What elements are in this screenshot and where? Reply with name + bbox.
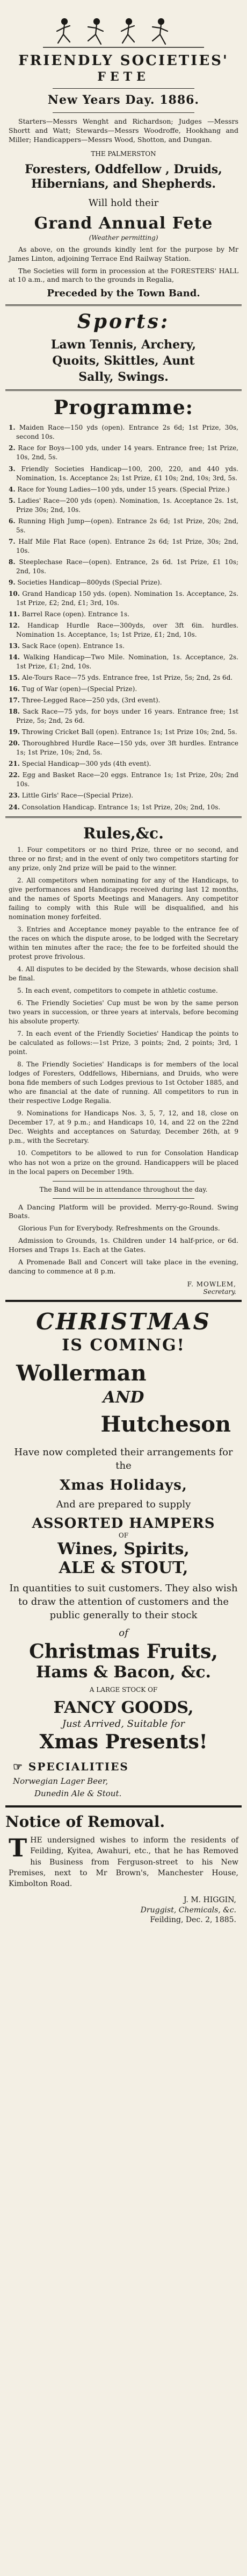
event-text: Ladies' Race—200 yds (open). Nomination, 1s. Acceptance 2s. 1st, Prize 30s; 2nd, 10s. <box>16 496 238 514</box>
specialities-heading <box>13 1759 242 1775</box>
specialities-label: SPECIALITIES <box>28 1760 129 1773</box>
programme-event <box>9 589 238 608</box>
event-text: Half Mile Flat Race (open). Entrance 2s 6d; 1st Prize, 30s; 2nd, 10s. <box>16 537 238 554</box>
divider <box>53 88 194 89</box>
large-stock: A LARGE STOCK OF <box>89 1685 158 1693</box>
will-hold: Will hold their <box>88 197 159 209</box>
of-label-2: of <box>119 1627 128 1639</box>
clubs-line-1: Foresters, Oddfellow , Druids, <box>25 162 222 176</box>
is-coming: IS COMING! <box>62 1335 185 1355</box>
programme-event <box>9 610 238 619</box>
admission-note: Admission to Grounds, 1s. Children under 14 half-price, or 6d. Horses and Traps 1s. Each at the Gates. <box>9 1236 238 1254</box>
rule-item: 7. In each event of the Friendly Societies' Handicap the points to be calculated as follows:—1st Prize, 3 points; 2nd, 2 points; 3rd, 1 point. <box>9 1030 238 1056</box>
procession-note: The Societies will form in procession at the FORESTERS' HALL at 10 a.m., and march to the grounds in Regalia, <box>9 266 238 284</box>
firm-and: AND <box>103 1387 144 1407</box>
notice-name: J. M. HIGGIN, <box>183 1895 236 1904</box>
event-text: Race for Young Ladies—100 yds, under 15 years. (Special Prize.) <box>17 485 230 493</box>
rules-heading: Rules,&c. <box>83 824 164 842</box>
fancy-goods: FANCY GOODS, <box>53 1698 194 1717</box>
weather-note: (Weather permitting) <box>89 233 158 241</box>
just-arrived: Just Arrived, Suitable for <box>62 1718 185 1730</box>
event-text: Tug of War (open)—(Special Prize). <box>21 685 137 693</box>
programme-event <box>9 771 238 789</box>
notice-text: HE undersigned wishes to inform the residents of Feilding, Kyitea, Awahuri, etc., that he has Removed his Business from Ferguson-street to his New Premises, next to Mr Brown's, Manchester House, Kimbolton Road. <box>9 1836 238 1889</box>
event-number: 19. <box>9 728 20 736</box>
programme-event <box>9 673 238 682</box>
programme-event <box>9 696 238 705</box>
event-text: Consolation Handicap. Entrance 1s; 1st Prize, 20s; 2nd, 10s. <box>21 803 221 811</box>
event-text: Egg and Basket Race—20 eggs. Entrance 1s; 1st Prize, 20s; 2nd 10s. <box>16 771 238 788</box>
event-text: Thoroughbred Hurdle Race—150 yds, over 3ft hurdles. Entrance 1s; 1st Prize, 10s; 2nd, 5s. <box>16 739 238 757</box>
pointing-hand-icon: ☞ <box>13 1760 24 1773</box>
programme-event <box>9 485 238 494</box>
specialities <box>5 1759 242 1801</box>
event-text: Steeplechase Race—(open). Entrance, 2s 6d. 1st Prize, £1 10s; 2nd, 10s. <box>16 558 238 575</box>
ale-stout: ALE & STOUT, <box>59 1558 188 1577</box>
divider <box>5 304 242 306</box>
speciality-1: Norwegian Lager Beer, <box>13 1776 108 1786</box>
event-number: 7. <box>9 537 16 545</box>
divider <box>5 1805 242 1808</box>
rule-item: 3. Entries and Acceptance money payable to the entrance fee of the races on which the dispute arose, to be lodged with the Secretary within ten minutes after the race; the fee to be forfeited should the protest prove frivolous. <box>9 925 238 960</box>
secretary-name: F. MOWLEM, <box>187 1280 236 1288</box>
speciality-2: Dunedin Ale & Stout. <box>34 1788 122 1798</box>
assorted-hampers: ASSORTED HAMPERS <box>32 1515 215 1532</box>
rule-item: 5. In each event, competitors to compete in athletic costume. <box>17 986 218 994</box>
programme-event <box>9 739 238 757</box>
rule-item: 4. All disputes to be decided by the Stewards, whose decision shall be final. <box>9 965 238 982</box>
dancing-note: A Dancing Platform will be provided. Merry-go-Round. Swing Boats. <box>9 1202 238 1220</box>
rule-item: 2. All competitors when nominating for any of the Handicaps, to give performances and Handicapps received during last 12 months, and the names of Sports Meetings and Managers. Any competitor failing to comply with this Rule will be disqualified, and his nomination money forfeited. <box>9 876 238 921</box>
programme-event <box>9 621 238 639</box>
programme-heading: Programme: <box>54 396 193 419</box>
event-number: 15. <box>9 674 20 682</box>
event-text: Walking Handicap—Two Mile. Nomination, 1s. Acceptance, 2s. 1st Prize, £1; 2nd, 10s. <box>16 653 238 671</box>
glorious-note: Glorious Fun for Everybody. Refreshments on the Grounds. <box>18 1224 220 1233</box>
event-text: Handicap Hurdle Race—300yds, over 3ft 6in. hurdles. Nomination 1s. Acceptance, 1s; 1st Prize, £1; 2nd, 10s. <box>16 621 238 638</box>
event-text: Running High Jump—(open). Entrance 2s 6d; 1st Prize, 20s; 2nd, 5s. <box>16 517 238 534</box>
ball-note: A Promenade Ball and Concert will take place in the evening, dancing to commence at 8 p.m. <box>9 1257 238 1275</box>
fete-date: New Years Day. 1886. <box>47 93 200 107</box>
sports-line-1: Lawn Tennis, Archery, <box>50 338 197 352</box>
programme-event <box>9 465 238 483</box>
programme-events <box>9 423 238 812</box>
quantities-note: In quantities to suit customers. They also wish to draw the attention of customers and the public generally to their stock <box>9 1582 238 1621</box>
firm-name-2: Hutcheson <box>100 1412 231 1438</box>
event-number: 5. <box>9 496 16 504</box>
hams-bacon: Hams & Bacon, &c. <box>36 1662 211 1682</box>
event-number: 4. <box>9 485 16 493</box>
event-text: Societies Handicap—800yds (Special Prize). <box>17 578 162 586</box>
rule-item: 6. The Friendly Societies' Cup must be won by the same person two years in succession, or three years at intervals, before becoming his absolute property. <box>9 999 238 1026</box>
event-number: 3. <box>9 465 16 473</box>
runners-engraving <box>5 12 242 49</box>
event-number: 2. <box>9 444 16 452</box>
event-text: Sack Race—75 yds, for boys under 16 years. Entrance free; 1st Prize, 5s; 2nd, 2s 6d. <box>16 708 238 725</box>
event-number: 13. <box>9 642 20 650</box>
event-number: 20. <box>9 739 20 748</box>
xmas-presents: Xmas Presents! <box>39 1730 208 1753</box>
event-number: 1. <box>9 424 16 432</box>
sports-line-3: Sally, Swings. <box>78 369 169 384</box>
event-number: 18. <box>9 708 20 716</box>
christmas-fruits: Christmas Fruits, <box>29 1640 218 1663</box>
event-text: Three-Legged Race—250 yds, (3rd event). <box>21 696 161 705</box>
event-text: Sack Race (open). Entrance 1s. <box>21 642 125 650</box>
rule-item: 10. Competitors to be allowed to run for Consolation Handicap who has not won a prize on the ground. Handicappers will be placed in the local papers on December 19th. <box>9 1149 238 1176</box>
event-number: 17. <box>9 696 20 705</box>
programme-event <box>9 685 238 694</box>
have-now: Have now completed their arrangements for the <box>14 1447 233 1472</box>
notice-signoff <box>11 1895 236 1926</box>
event-text: Maiden Race—150 yds (open). Entrance 2s 6d; 1st Prize, 30s, second 10s. <box>16 424 238 441</box>
secretary-title: Secretary. <box>203 1287 236 1296</box>
divider <box>53 1181 194 1182</box>
event-number: 21. <box>9 760 20 768</box>
programme-event <box>9 537 238 556</box>
programme-event <box>9 653 238 671</box>
divider <box>5 1300 242 1302</box>
divider <box>5 816 242 818</box>
prepared: And are prepared to supply <box>56 1498 191 1510</box>
sports-line-2: Quoits, Skittles, Aunt <box>52 354 195 368</box>
notice-body <box>9 1835 238 1889</box>
grand-annual-fete: Grand Annual Fete <box>34 214 213 233</box>
clubs-line-2: Hibernians, and Shepherds. <box>31 177 216 191</box>
drop-cap: T <box>9 1833 27 1863</box>
fete-subtitle: FETE <box>97 70 150 84</box>
rule-item: 9. Nominations for Handicaps Nos. 3, 5, 7, 12, and 18, close on December 17, at 9 p.m.; and Handicaps 10, 14, and 22 on the 22nd Dec. Weights and acceptances on Saturday, December 26th, at 9 p.m., with the Secretary. <box>9 1109 238 1145</box>
notice-trade: Druggist, Chemicals, &c. <box>140 1905 236 1915</box>
programme-event <box>9 444 238 462</box>
event-text: Race for Boys—100 yds, under 14 years. Entrance free; 1st Prize, 10s, 2nd, 5s. <box>16 444 238 461</box>
event-number: 12. <box>9 621 20 629</box>
event-number: 11. <box>9 610 20 618</box>
event-number: 22. <box>9 771 20 779</box>
firm-name-1: Wollerman <box>16 1360 147 1386</box>
event-text: Little Girls' Race—(Special Prize). <box>21 792 134 800</box>
newspaper-column <box>5 0 242 1925</box>
wines-spirits: Wines, Spirits, <box>57 1539 190 1559</box>
band-note: The Band will be in attendance throughout the day. <box>39 1185 208 1193</box>
programme-event <box>9 759 238 768</box>
event-text: Throwing Cricket Ball (open). Entrance 1s; 1st Prize 10s; 2nd, 5s. <box>21 728 237 736</box>
programme-event <box>9 578 238 587</box>
officials-list: Starters—Messrs Wenght and Richardson; Judges —Messrs Shortt and Watt; Stewards—Messrs Woodroffe, Hookhang and Miller; Handicappers—Messrs Wood, Shotton, and Dungan. <box>9 117 238 144</box>
programme-event <box>9 517 238 535</box>
event-number: 14. <box>9 653 20 661</box>
event-text: Barrel Race (open). Entrance 1s. <box>21 610 129 618</box>
event-number: 6. <box>9 517 16 525</box>
programme-event <box>9 803 238 812</box>
xmas-holidays: Xmas Holidays, <box>60 1477 187 1493</box>
notice-date: Feilding, Dec. 2, 1885. <box>150 1916 236 1925</box>
sports-heading: Sports: <box>77 310 170 333</box>
rules-list <box>9 845 238 1177</box>
programme-event <box>9 791 238 800</box>
event-number: 8. <box>9 558 16 566</box>
event-number: 9. <box>9 578 16 586</box>
event-number: 16. <box>9 685 20 693</box>
event-text: Special Handicap—300 yds (4th event). <box>21 760 151 768</box>
event-number: 23. <box>9 792 20 800</box>
town-band: Preceded by the Town Band. <box>47 288 200 300</box>
runners-illustration <box>43 16 204 49</box>
event-text: Grand Handicap 150 yds. (open). Nomination 1s. Acceptance, 2s. 1st Prize, £2; 2nd, £1; 3rd, 10s. <box>16 589 238 607</box>
event-text: Ale-Tours Race—75 yds. Entrance free, 1st Prize, 5s; 2nd, 2s 6d. <box>21 674 233 682</box>
of-label: OF <box>118 1531 129 1539</box>
ground-note: As above, on the grounds kindly lent for the purpose by Mr James Linton, adjoining Terrace End Railway Station. <box>9 245 238 262</box>
event-text: Friendly Societies Handicap—100, 200, 220, and 440 yds. Nomination, 1s. Acceptance 2s; 1st Prize, £1 10s; 2nd, 10s; 3rd, 5s. <box>16 465 238 482</box>
programme-event <box>9 642 238 651</box>
rule-item: 1. Four competitors or no third Prize, three or no second, and three or no first; and in the event of only two competitors starting for any prize, only 2nd prize will be paid to the winner. <box>9 845 238 872</box>
the-palmerston: THE PALMERSTON <box>91 150 156 158</box>
fete-title: FRIENDLY SOCIETIES' <box>18 53 229 69</box>
programme-event <box>9 728 238 737</box>
programme-event <box>9 496 238 515</box>
programme-event <box>9 707 238 725</box>
christmas-heading: CHRISTMAS <box>36 1308 211 1335</box>
programme-event <box>9 423 238 442</box>
notice-heading: Notice of Removal. <box>5 1813 165 1831</box>
secretary-signature <box>11 1280 236 1296</box>
rule-item: 8. The Friendly Societies' Handicaps is for members of the local lodges of Foresters, Oddfellows, Hibernians, and Druids, who were bona fide members of such Lodges previous to 1st October 1885, and who are financial at the date of running. All competitors to run in their respective Lodge Regalia. <box>9 1061 238 1105</box>
programme-event <box>9 558 238 576</box>
divider <box>53 1198 194 1199</box>
divider <box>5 389 242 391</box>
event-number: 24. <box>9 803 20 811</box>
divider <box>53 112 194 113</box>
event-number: 10. <box>9 589 20 597</box>
